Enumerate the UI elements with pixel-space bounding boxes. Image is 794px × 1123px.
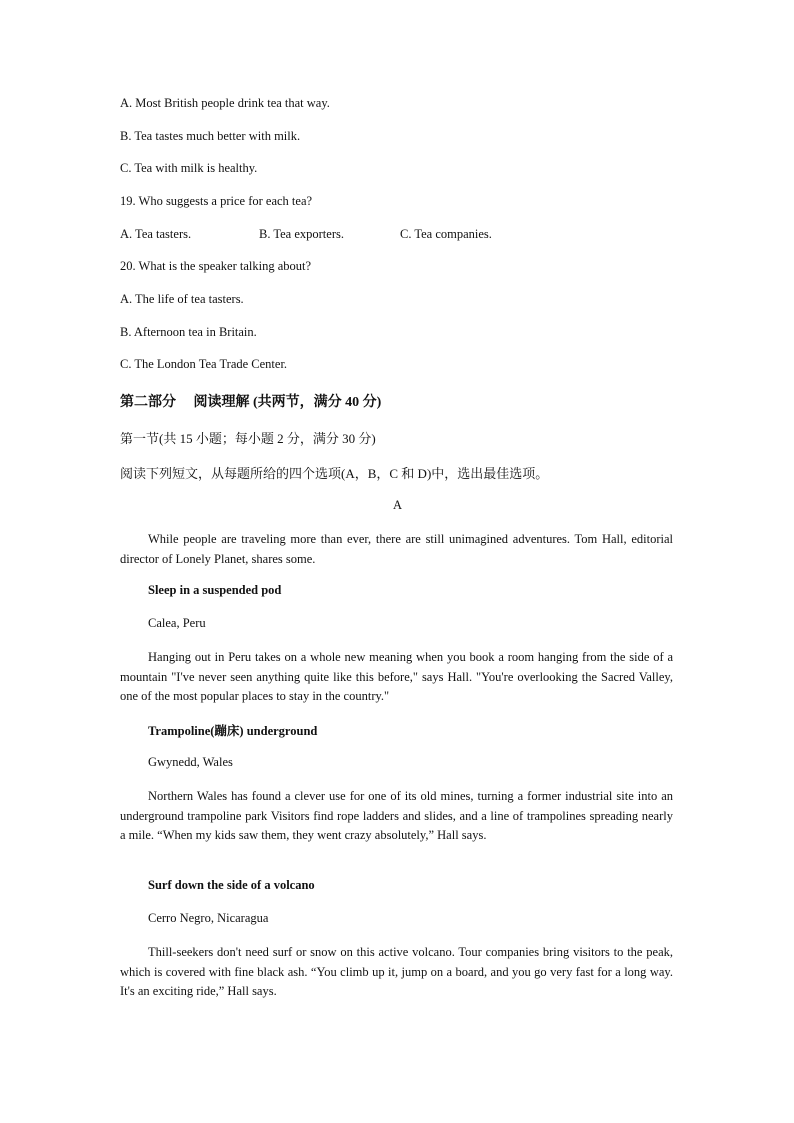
section-instruction: 阅读下列短文，从每题所给的四个选项(A，B，C 和 D)中，选出最佳选项。 [120,466,549,481]
section-title: 第二部分 阅读理解 (共两节，满分 40 分) [120,395,382,410]
q20-option-b: B. Afternoon tea in Britain. [120,325,257,339]
item-2-title: Trampoline(蹦床) underground [148,724,318,738]
item-3-title: Surf down the side of a volcano [148,878,315,892]
passage-intro: While people are traveling more than ever, there are still unimagined adventures. Tom Hall, editorial director of Lonely Planet, shares some. [120,532,673,566]
item-1-title: Sleep in a suspended pod [148,583,282,597]
q19-option-b: B. Tea exporters. [259,227,344,241]
q19-option-a: A. Tea tasters. [120,227,192,241]
passage-label: A [392,498,403,512]
q20-option-a: A. The life of tea tasters. [120,292,244,306]
q20-question: 20. What is the speaker talking about? [120,259,312,273]
q18-option-a: A. Most British people drink tea that way. [120,96,330,110]
q18-option-c: C. Tea with milk is healthy. [120,161,258,175]
item-1-body: Hanging out in Peru takes on a whole new meaning when you book a room hanging from the side of a mountain "I've never seen anything quite like this before," says Hall. "You're overlooking the Sacred Valley, one of the most popular places to stay in the country." [120,650,673,703]
item-3-body: Thill-seekers don't need surf or snow on this active volcano. Tour companies bring visitors to the peak, which is covered with fine black ash. “You climb up it, jump on a board, and you go very fast for a long way. It's an exciting ride,” Hall says. [120,945,673,998]
item-2-body: Northern Wales has found a clever use for one of its old mines, turning a former industrial site into an underground trampoline park Visitors find rope ladders and slides, and a line of trampolines spreading nearly a mile. “When my kids saw them, they went crazy absolutely,” Hall says. [120,789,673,842]
section-subtitle: 第一节(共 15 小题；每小题 2 分，满分 30 分) [120,431,376,446]
q19-question: 19. Who suggests a price for each tea? [120,194,313,208]
q18-option-b: B. Tea tastes much better with milk. [120,129,301,143]
item-2-location: Gwynedd, Wales [148,755,233,769]
q19-option-c: C. Tea companies. [400,227,492,241]
item-1-location: Calea, Peru [148,616,206,630]
q20-option-c: C. The London Tea Trade Center. [120,357,288,371]
item-3-location: Cerro Negro, Nicaragua [148,911,269,925]
